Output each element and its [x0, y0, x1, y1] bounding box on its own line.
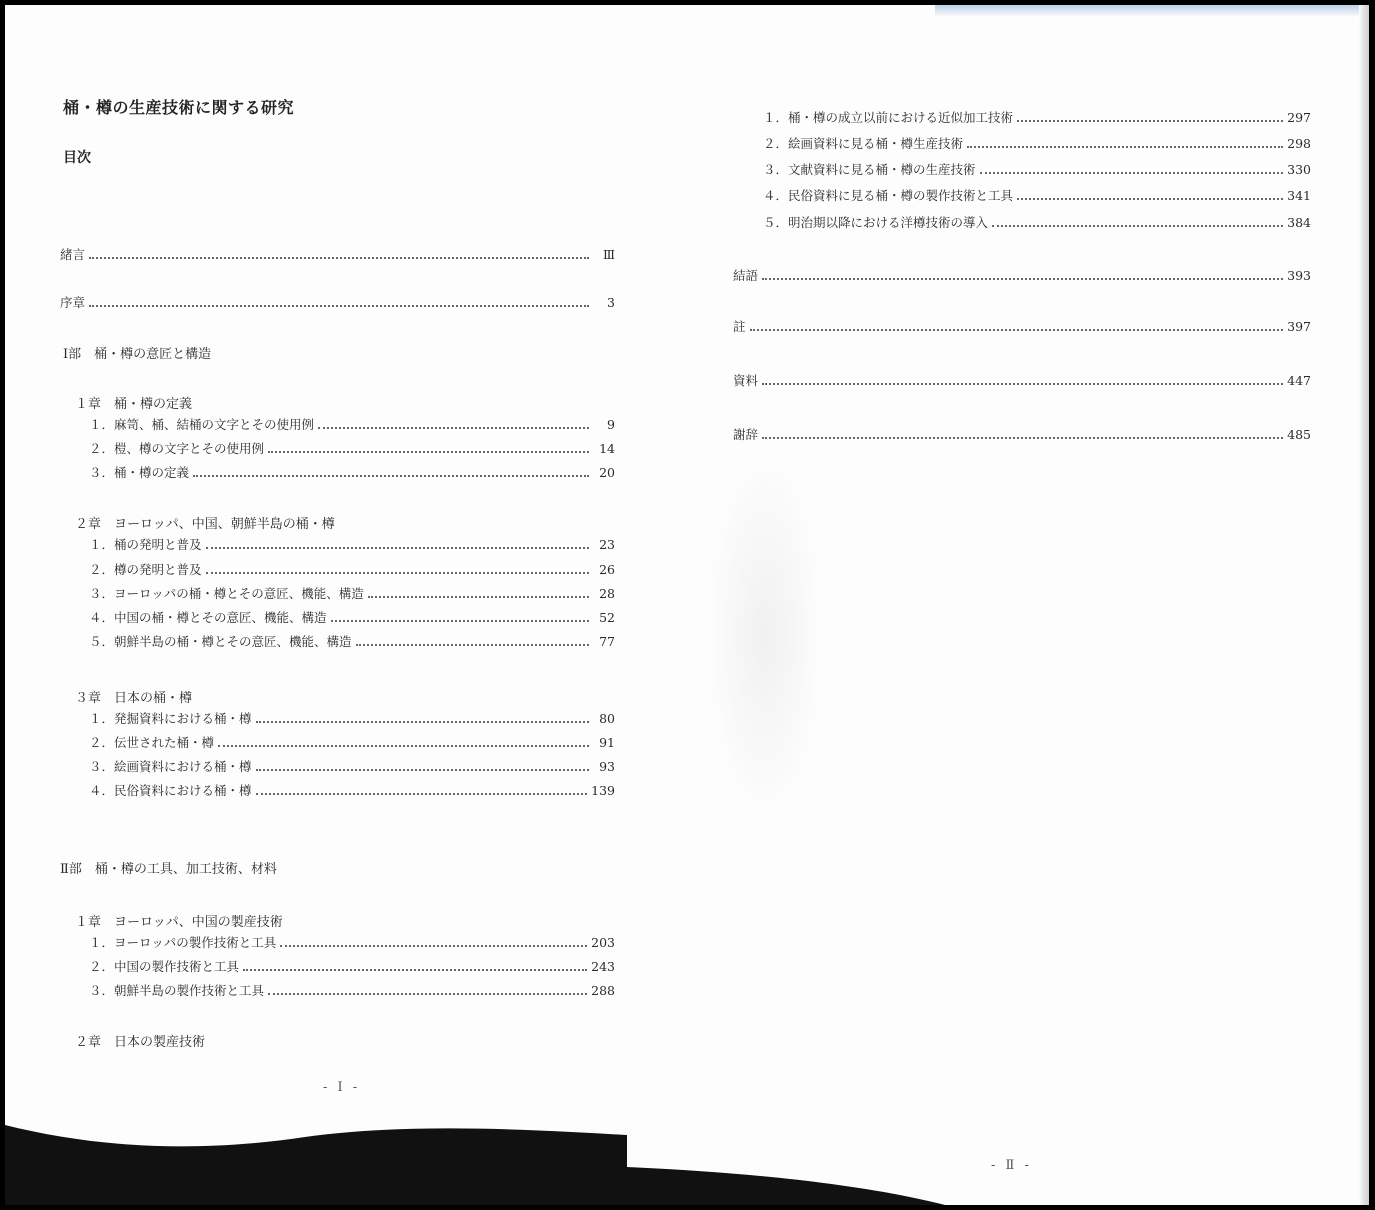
toc-page: Ⅲ: [602, 247, 615, 262]
toc-page: 23: [599, 537, 615, 552]
toc-page: 3: [607, 295, 615, 310]
toc-label: ５．朝鮮半島の桶・樽とその意匠、機能、構造: [89, 634, 352, 649]
toc-label: ２．榿、樽の文字とその使用例: [89, 441, 265, 456]
part2-chapter2-heading: ２章 日本の製産技術: [75, 1035, 206, 1050]
part2-chapter1-heading: １章 ヨーロッパ、中国の製産技術: [75, 915, 283, 930]
toc-label: １．ヨーロッパの製作技術と工具: [89, 935, 277, 950]
toc-page: 28: [599, 586, 615, 601]
toc-label: 序章: [60, 295, 86, 310]
toc-page: 397: [1287, 319, 1311, 334]
page-number-left: - Ⅰ -: [323, 1080, 361, 1095]
scan-shadow: [5, 5, 1369, 1205]
toc-page: 26: [599, 562, 615, 577]
toc-label: ４．民俗資料における桶・樽: [89, 783, 252, 798]
toc-label: ５．明治期以降における洋樽技術の導入: [763, 215, 989, 230]
toc-label: ３．ヨーロッパの桶・樽とその意匠、機能、構造: [89, 586, 364, 601]
toc-page: 80: [599, 711, 615, 726]
toc-label: ３．朝鮮半島の製作技術と工具: [89, 983, 265, 998]
toc-label: １．麻笥、桶、結桶の文字とその使用例: [89, 417, 315, 432]
toc-page: 91: [599, 735, 615, 750]
toc-page: 93: [599, 759, 615, 774]
chapter3-heading: ３章 日本の桶・樽: [75, 691, 193, 706]
toc-label: ４．中国の桶・樽とその意匠、機能、構造: [89, 610, 327, 625]
toc-label: ２．樽の発明と普及: [89, 562, 202, 577]
toc-page: 341: [1287, 188, 1311, 203]
toc-page: 288: [591, 983, 615, 998]
toc-page: 298: [1287, 136, 1311, 151]
toc-label: 資料: [733, 373, 759, 388]
toc-label: 註: [733, 319, 746, 334]
page-number-right: - Ⅱ -: [991, 1158, 1032, 1173]
toc-label: ３．絵画資料における桶・樽: [89, 759, 252, 774]
contents-heading: 目次: [63, 150, 91, 166]
toc-label: ４．民俗資料に見る桶・樽の製作技術と工具: [763, 188, 1014, 203]
toc-label: １．発掘資料における桶・樽: [89, 711, 252, 726]
chapter2-heading: ２章 ヨーロッパ、中国、朝鮮半島の桶・樽: [75, 517, 335, 532]
toc-page: 485: [1287, 427, 1311, 442]
toc-page: 14: [599, 441, 615, 456]
toc-page: 20: [599, 465, 615, 480]
part1-heading: Ⅰ部 桶・樽の意匠と構造: [63, 347, 212, 362]
toc-page: 243: [591, 959, 615, 974]
part2-heading: Ⅱ部 桶・樽の工具、加工技術、材料: [60, 862, 277, 877]
toc-label: １．桶の発明と普及: [89, 537, 202, 552]
toc-page: 52: [599, 610, 615, 625]
toc-page: 447: [1287, 373, 1311, 388]
toc-page: 384: [1287, 215, 1311, 230]
toc-label: ２．伝世された桶・樽: [89, 735, 215, 750]
toc-page: 330: [1287, 162, 1311, 177]
toc-label: 謝辞: [733, 427, 759, 442]
chapter1-heading: １章 桶・樽の定義: [75, 397, 193, 412]
toc-page: 393: [1287, 268, 1311, 283]
toc-label: 緒言: [60, 247, 86, 262]
toc-page: 77: [599, 634, 615, 649]
toc-page: 297: [1287, 110, 1311, 125]
toc-label: ２．絵画資料に見る桶・樽生産技術: [763, 136, 964, 151]
toc-label: ３．桶・樽の定義: [89, 465, 190, 480]
toc-label: １．桶・樽の成立以前における近似加工技術: [763, 110, 1014, 125]
toc-page: 203: [591, 935, 615, 950]
toc-label: ２．中国の製作技術と工具: [89, 959, 240, 974]
document-title: 桶・樽の生産技術に関する研究: [63, 98, 295, 117]
book-spread: [5, 5, 1369, 1205]
toc-label: 結語: [733, 268, 759, 283]
toc-page: 139: [591, 783, 615, 798]
toc-label: ３．文献資料に見る桶・樽の生産技術: [763, 162, 976, 177]
toc-page: 9: [607, 417, 615, 432]
